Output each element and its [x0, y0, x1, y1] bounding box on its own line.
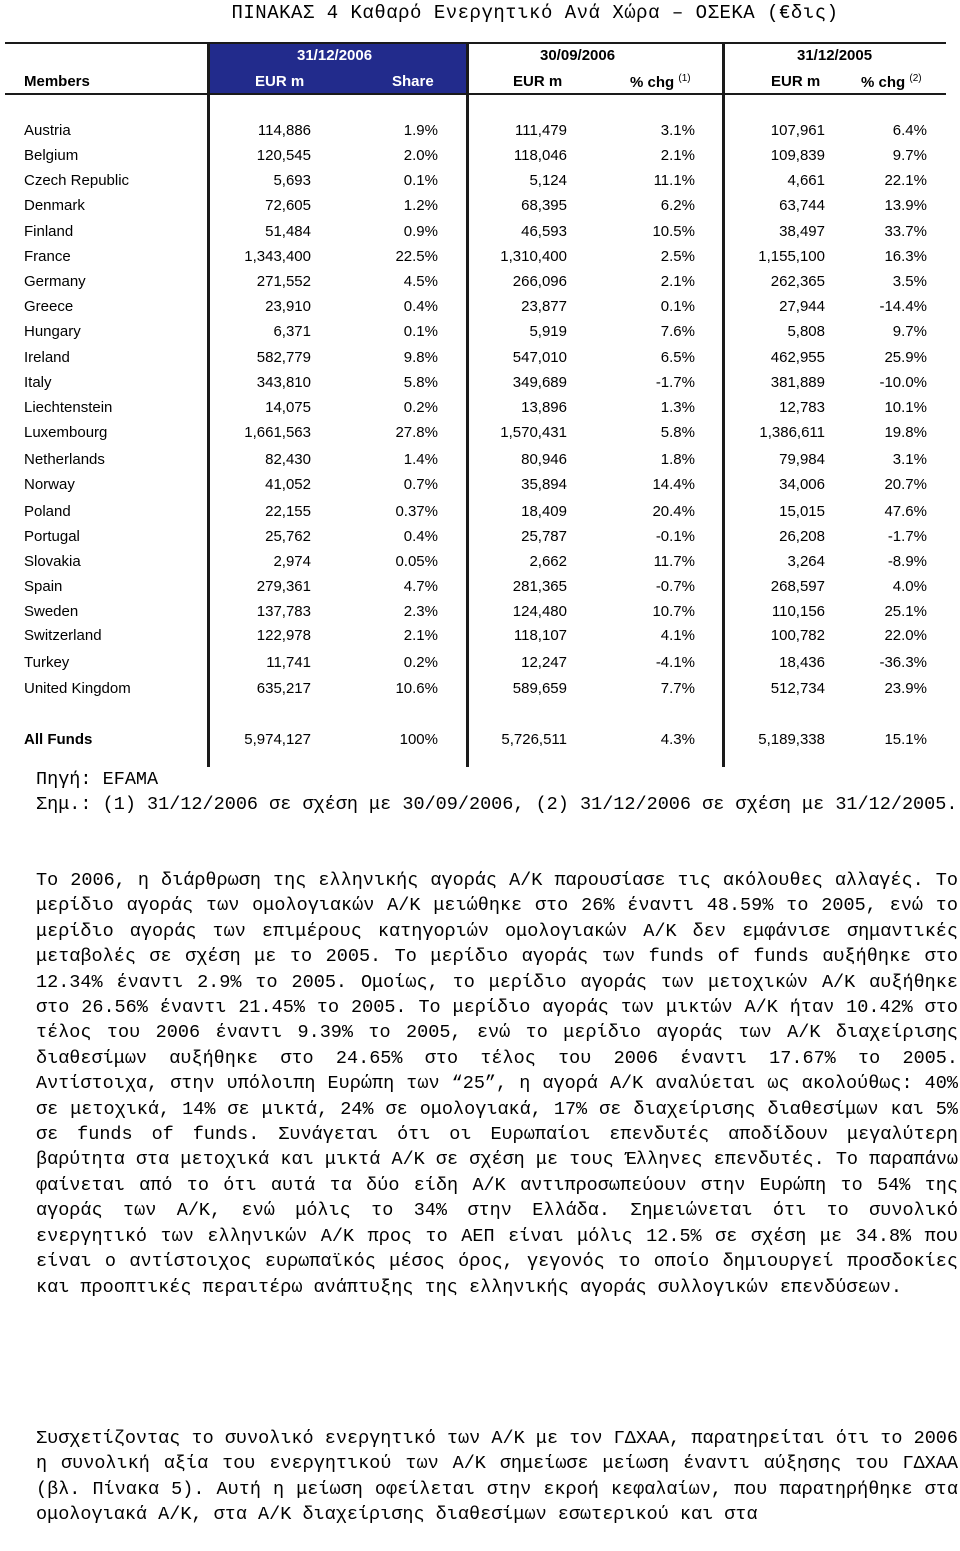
value-cell: 114,886	[257, 122, 311, 139]
total-value-cell: 100%	[399, 731, 438, 748]
country-cell: United Kingdom	[24, 680, 131, 697]
net-assets-table	[0, 42, 960, 767]
value-cell: 137,783	[256, 603, 311, 620]
chg-header-1: % chg $^{(1)}$	[630, 73, 691, 91]
table-row	[0, 298, 960, 320]
eur-header-2005: EUR m	[771, 73, 821, 90]
value-cell: 16.3%	[884, 248, 927, 265]
value-cell: 5,919	[529, 323, 567, 340]
value-cell: 18,409	[521, 503, 567, 520]
value-cell: 12,783	[779, 399, 825, 416]
value-cell: 35,894	[521, 476, 567, 493]
value-cell: -0.7%	[655, 578, 695, 595]
value-cell: 80,946	[521, 451, 567, 468]
table-row	[0, 122, 960, 144]
value-cell: 82,430	[265, 451, 311, 468]
chg-header-2: % chg $^{(2)}$	[861, 73, 922, 91]
period-header-2005: 31/12/2005	[797, 47, 873, 64]
value-cell: 5.8%	[403, 374, 438, 391]
country-cell: Italy	[24, 374, 52, 391]
table-row	[0, 451, 960, 473]
country-cell: Poland	[24, 503, 71, 520]
value-cell: -4.1%	[655, 654, 695, 671]
country-cell: Finland	[24, 223, 74, 240]
value-cell: 0.9%	[403, 223, 438, 240]
value-cell: 582,779	[256, 349, 311, 366]
value-cell: 23,910	[265, 298, 311, 315]
value-cell: 15,015	[779, 503, 825, 520]
country-cell: Netherlands	[24, 451, 105, 468]
value-cell: 0.7%	[403, 476, 438, 493]
value-cell: 1,661,563	[244, 424, 311, 441]
value-cell: 27.8%	[395, 424, 438, 441]
value-cell: 20.4%	[652, 503, 695, 520]
value-cell: 11,741	[266, 654, 311, 671]
paragraph-2-text: Συσχετίζοντας το συνολικό ενεργητικό των Α/Κ με τον ΓΔΧΑΑ, παρατηρείται ότι το 2006 η συνολική αξία του ενεργητικού των Α/Κ σημείωσε μείωση έναντι αύξησης του ΓΔΧΑΑ (βλ. Πίνακα 5). Αυτή η μείωση οφείλεται στην εκροή κεφαλαίων, που παρατηρήθηκε στα ομολογιακά Α/Κ, στα Α/Κ διαχείρισης διαθεσίμων εσωτερικού και στα	[36, 1428, 958, 1526]
value-cell: 11.7%	[653, 553, 695, 570]
value-cell: 41,052	[265, 476, 311, 493]
value-cell: 0.2%	[403, 654, 438, 671]
table-row	[0, 503, 960, 525]
country-cell: Denmark	[24, 197, 85, 214]
value-cell: 4.1%	[660, 627, 695, 644]
country-cell: Spain	[24, 578, 63, 595]
value-cell: 4.5%	[403, 273, 438, 290]
value-cell: 0.4%	[403, 528, 438, 545]
value-cell: 10.1%	[884, 399, 927, 416]
value-cell: 1.2%	[403, 197, 438, 214]
value-cell: 0.1%	[403, 323, 438, 340]
value-cell: 3.5%	[892, 273, 927, 290]
country-cell: Belgium	[24, 147, 79, 164]
value-cell: 2,974	[273, 553, 311, 570]
value-cell: 343,810	[256, 374, 311, 391]
value-cell: 0.1%	[660, 298, 695, 315]
value-cell: 6.4%	[892, 122, 927, 139]
value-cell: 51,484	[265, 223, 311, 240]
value-cell: 110,156	[771, 603, 825, 620]
table-row	[0, 197, 960, 219]
value-cell: 10.7%	[652, 603, 695, 620]
value-cell: 120,545	[256, 147, 311, 164]
value-cell: 0.05%	[395, 553, 438, 570]
value-cell: 10.5%	[652, 223, 695, 240]
total-value-cell: 5,974,127	[244, 731, 311, 748]
value-cell: 20.7%	[884, 476, 927, 493]
value-cell: 5.8%	[660, 424, 695, 441]
table-row	[0, 248, 960, 270]
table-row	[0, 399, 960, 421]
value-cell: 118,046	[513, 147, 567, 164]
source-line: Πηγή: EFAMA	[36, 769, 159, 790]
value-cell: 23.9%	[884, 680, 927, 697]
members-header: Members	[24, 73, 90, 90]
value-cell: 19.8%	[884, 424, 927, 441]
value-cell: 0.4%	[403, 298, 438, 315]
table-row	[0, 273, 960, 295]
table-row	[0, 627, 960, 649]
value-cell: 2.0%	[403, 147, 438, 164]
value-cell: 22.5%	[395, 248, 438, 265]
value-cell: 547,010	[512, 349, 567, 366]
country-cell: Turkey	[24, 654, 70, 671]
paragraph-1	[36, 868, 958, 1300]
value-cell: 27,944	[779, 298, 825, 315]
value-cell: 33.7%	[884, 223, 927, 240]
value-cell: 7.7%	[660, 680, 695, 697]
country-cell: Norway	[24, 476, 75, 493]
eur-header-sep-2006: EUR m	[513, 73, 563, 90]
value-cell: 5,693	[273, 172, 311, 189]
value-cell: 1,570,431	[500, 424, 567, 441]
total-label: All Funds	[24, 731, 93, 748]
value-cell: 63,744	[779, 197, 825, 214]
value-cell: 3.1%	[892, 451, 927, 468]
total-value-cell: 4.3%	[660, 731, 695, 748]
value-cell: -0.1%	[655, 528, 695, 545]
value-cell: 2.1%	[403, 627, 438, 644]
value-cell: 79,984	[779, 451, 825, 468]
country-cell: Switzerland	[24, 627, 102, 644]
country-cell: Ireland	[24, 349, 70, 366]
value-cell: 381,889	[770, 374, 825, 391]
value-cell: 0.2%	[403, 399, 438, 416]
value-cell: 22,155	[265, 503, 311, 520]
value-cell: 68,395	[521, 197, 567, 214]
table-row	[0, 172, 960, 194]
table-row	[0, 553, 960, 575]
table-row	[0, 476, 960, 498]
value-cell: -36.3%	[879, 654, 927, 671]
value-cell: 268,597	[770, 578, 825, 595]
total-value-cell: 15.1%	[884, 731, 927, 748]
table-row	[0, 528, 960, 550]
country-cell: Austria	[24, 122, 71, 139]
value-cell: 25.1%	[884, 603, 927, 620]
table-row	[0, 223, 960, 245]
value-cell: 1.9%	[403, 122, 438, 139]
value-cell: 4.7%	[403, 578, 438, 595]
source-note	[36, 767, 958, 818]
value-cell: 6,371	[273, 323, 311, 340]
value-cell: 118,107	[513, 627, 567, 644]
value-cell: 9.7%	[892, 147, 927, 164]
value-cell: 22.0%	[884, 627, 927, 644]
country-cell: Hungary	[24, 323, 81, 340]
value-cell: 109,839	[770, 147, 825, 164]
value-cell: 4.0%	[892, 578, 927, 595]
value-cell: 2.5%	[660, 248, 695, 265]
value-cell: 5,124	[529, 172, 567, 189]
value-cell: 2.1%	[660, 273, 695, 290]
table-row	[0, 424, 960, 446]
value-cell: 2.3%	[403, 603, 438, 620]
value-cell: 107,961	[770, 122, 825, 139]
value-cell: 26,208	[779, 528, 825, 545]
country-cell: Liechtenstein	[24, 399, 113, 416]
value-cell: 14.4%	[652, 476, 695, 493]
header-bottom-rule	[5, 93, 946, 95]
value-cell: 349,689	[512, 374, 567, 391]
value-cell: 6.2%	[660, 197, 695, 214]
value-cell: 11.1%	[653, 172, 695, 189]
share-header: Share	[392, 73, 434, 90]
table-row	[0, 654, 960, 676]
value-cell: 271,552	[256, 273, 311, 290]
country-cell: France	[24, 248, 71, 265]
value-cell: 13,896	[521, 399, 567, 416]
value-cell: -10.0%	[879, 374, 927, 391]
value-cell: 5,808	[787, 323, 825, 340]
value-cell: 1,155,100	[758, 248, 825, 265]
value-cell: 3,264	[787, 553, 825, 570]
value-cell: -14.4%	[879, 298, 927, 315]
header-top-rule	[5, 42, 946, 44]
value-cell: 12,247	[521, 654, 567, 671]
value-cell: 18,436	[779, 654, 825, 671]
value-cell: 2,662	[529, 553, 567, 570]
country-cell: Portugal	[24, 528, 80, 545]
table-row	[0, 680, 960, 702]
value-cell: 3.1%	[660, 122, 695, 139]
value-cell: -1.7%	[655, 374, 695, 391]
period-header-sep-2006: 30/09/2006	[540, 47, 616, 64]
value-cell: 7.6%	[660, 323, 695, 340]
value-cell: 34,006	[779, 476, 825, 493]
value-cell: 1,343,400	[244, 248, 311, 265]
value-cell: 111,479	[515, 122, 567, 139]
country-cell: Greece	[24, 298, 74, 315]
value-cell: 279,361	[256, 578, 311, 595]
table-row	[0, 578, 960, 600]
value-cell: 25,762	[265, 528, 311, 545]
value-cell: 6.5%	[660, 349, 695, 366]
value-cell: 38,497	[779, 223, 825, 240]
value-cell: 22.1%	[884, 172, 927, 189]
value-cell: -8.9%	[887, 553, 927, 570]
value-cell: 1.3%	[660, 399, 695, 416]
value-cell: 2.1%	[660, 147, 695, 164]
value-cell: 13.9%	[884, 197, 927, 214]
value-cell: 1.4%	[403, 451, 438, 468]
value-cell: -1.7%	[887, 528, 927, 545]
table-row	[0, 374, 960, 396]
value-cell: 25,787	[521, 528, 567, 545]
country-cell: Germany	[24, 273, 86, 290]
value-cell: 14,075	[265, 399, 311, 416]
value-cell: 266,096	[512, 273, 567, 290]
table-title: ΠΙΝΑΚΑΣ 4 Καθαρό Ενεργητικό Ανά Χώρα – ΟΣΕΚΑ (€δις)	[231, 2, 839, 24]
value-cell: 10.6%	[395, 680, 438, 697]
value-cell: 0.37%	[395, 503, 438, 520]
value-cell: 512,734	[770, 680, 825, 697]
value-cell: 262,365	[770, 273, 825, 290]
total-value-cell: 5,189,338	[758, 731, 825, 748]
value-cell: 0.1%	[403, 172, 438, 189]
total-row	[0, 731, 960, 753]
value-cell: 1.8%	[660, 451, 695, 468]
value-cell: 100,782	[770, 627, 825, 644]
eur-header-2006: EUR m	[255, 73, 305, 90]
value-cell: 122,978	[256, 627, 311, 644]
footnote: Σημ.: (1) 31/12/2006 σε σχέση με 30/09/2006, (2) 31/12/2006 σε σχέση με 31/12/2005.	[36, 794, 958, 816]
table-row	[0, 323, 960, 345]
total-value-cell: 5,726,511	[501, 731, 567, 748]
value-cell: 589,659	[512, 680, 567, 697]
value-cell: 9.8%	[403, 349, 438, 366]
value-cell: 635,217	[256, 680, 311, 697]
period-header-2006: 31/12/2006	[297, 47, 373, 64]
value-cell: 25.9%	[884, 349, 927, 366]
value-cell: 46,593	[521, 223, 567, 240]
country-cell: Czech Republic	[24, 172, 130, 189]
table-row	[0, 147, 960, 169]
value-cell: 23,877	[521, 298, 567, 315]
country-cell: Sweden	[24, 603, 79, 620]
paragraph-2	[36, 1426, 958, 1528]
value-cell: 4,661	[787, 172, 825, 189]
value-cell: 1,310,400	[500, 248, 567, 265]
table-row	[0, 603, 960, 625]
value-cell: 9.7%	[892, 323, 927, 340]
country-cell: Luxembourg	[24, 424, 108, 441]
value-cell: 1,386,611	[759, 424, 825, 441]
paragraph-1-text: Το 2006, η διάρθρωση της ελληνικής αγοράς Α/Κ παρουσίασε τις ακόλουθες αλλαγές. Το μερίδιο αγοράς των ομολογιακών Α/Κ μειώθηκε στο 26% έναντι 48.59% το 2005, ενώ το μερίδιο αγοράς των επιμέρους κατηγοριών ομολογιακών Α/Κ δεν εμφάνισε σημαντικές μεταβολές σε σχέση με το 2005. Το μερίδιο αγοράς των funds of funds αυξήθηκε στο 12.34% έναντι 2.9% το 2005. Ομοίως, το μερίδιο αγοράς των μετοχικών Α/Κ αυξήθηκε στο 26.56% έναντι 21.45% το 2005. Το μερίδιο αγοράς των μικτών Α/Κ ήταν 10.42% στο τέλος του 2006 έναντι 9.39% το 2005, ενώ το μερίδιο αγοράς των Α/Κ διαχείρισης διαθεσίμων αυξήθηκε στο 24.65% στο τέλος του 2006 έναντι 17.67% το 2005. Αντίστοιχα, στην υπόλοιπη Ευρώπη των “25”, η αγορά Α/Κ αναλύεται ως ακολούθως: 40% σε μετοχικά, 14% σε μικτά, 24% σε ομολογιακά, 17% σε διαχείρισης διαθεσίμων και 5% σε funds of funds. Συνάγεται ότι οι Ευρωπαίοι επενδυτές αποδίδουν μεγαλύτερη βαρύτητα στα μετοχικά και μικτά Α/Κ σε σχέση με τους Έλληνες επενδυτές. Το παραπάνω φαίνεται από το ότι αυτά τα δύο είδη Α/Κ αντιπροσωπεύουν στην Ευρώπη το 54% της αγοράς των Α/Κ, ενώ μόλις το 34% στην Ελλάδα. Σημειώνεται ότι το συνολικό ενεργητικό των ελληνικών Α/Κ προς το ΑΕΠ είναι μόλις 12.5% σε σχέση με 34.8% που είναι ο αντίστοιχος ευρωπαϊκός μέσος όρος, γεγονός το οποίο δημιουργεί προσδοκίες και προοπτικές περαιτέρω ανάπτυξης της ελληνικής αγοράς συλλογικών επενδύσεων.	[36, 870, 958, 1298]
value-cell: 124,480	[512, 603, 567, 620]
value-cell: 47.6%	[884, 503, 927, 520]
table-row	[0, 349, 960, 371]
value-cell: 72,605	[265, 197, 311, 214]
value-cell: 281,365	[512, 578, 567, 595]
country-cell: Slovakia	[24, 553, 81, 570]
value-cell: 462,955	[770, 349, 825, 366]
